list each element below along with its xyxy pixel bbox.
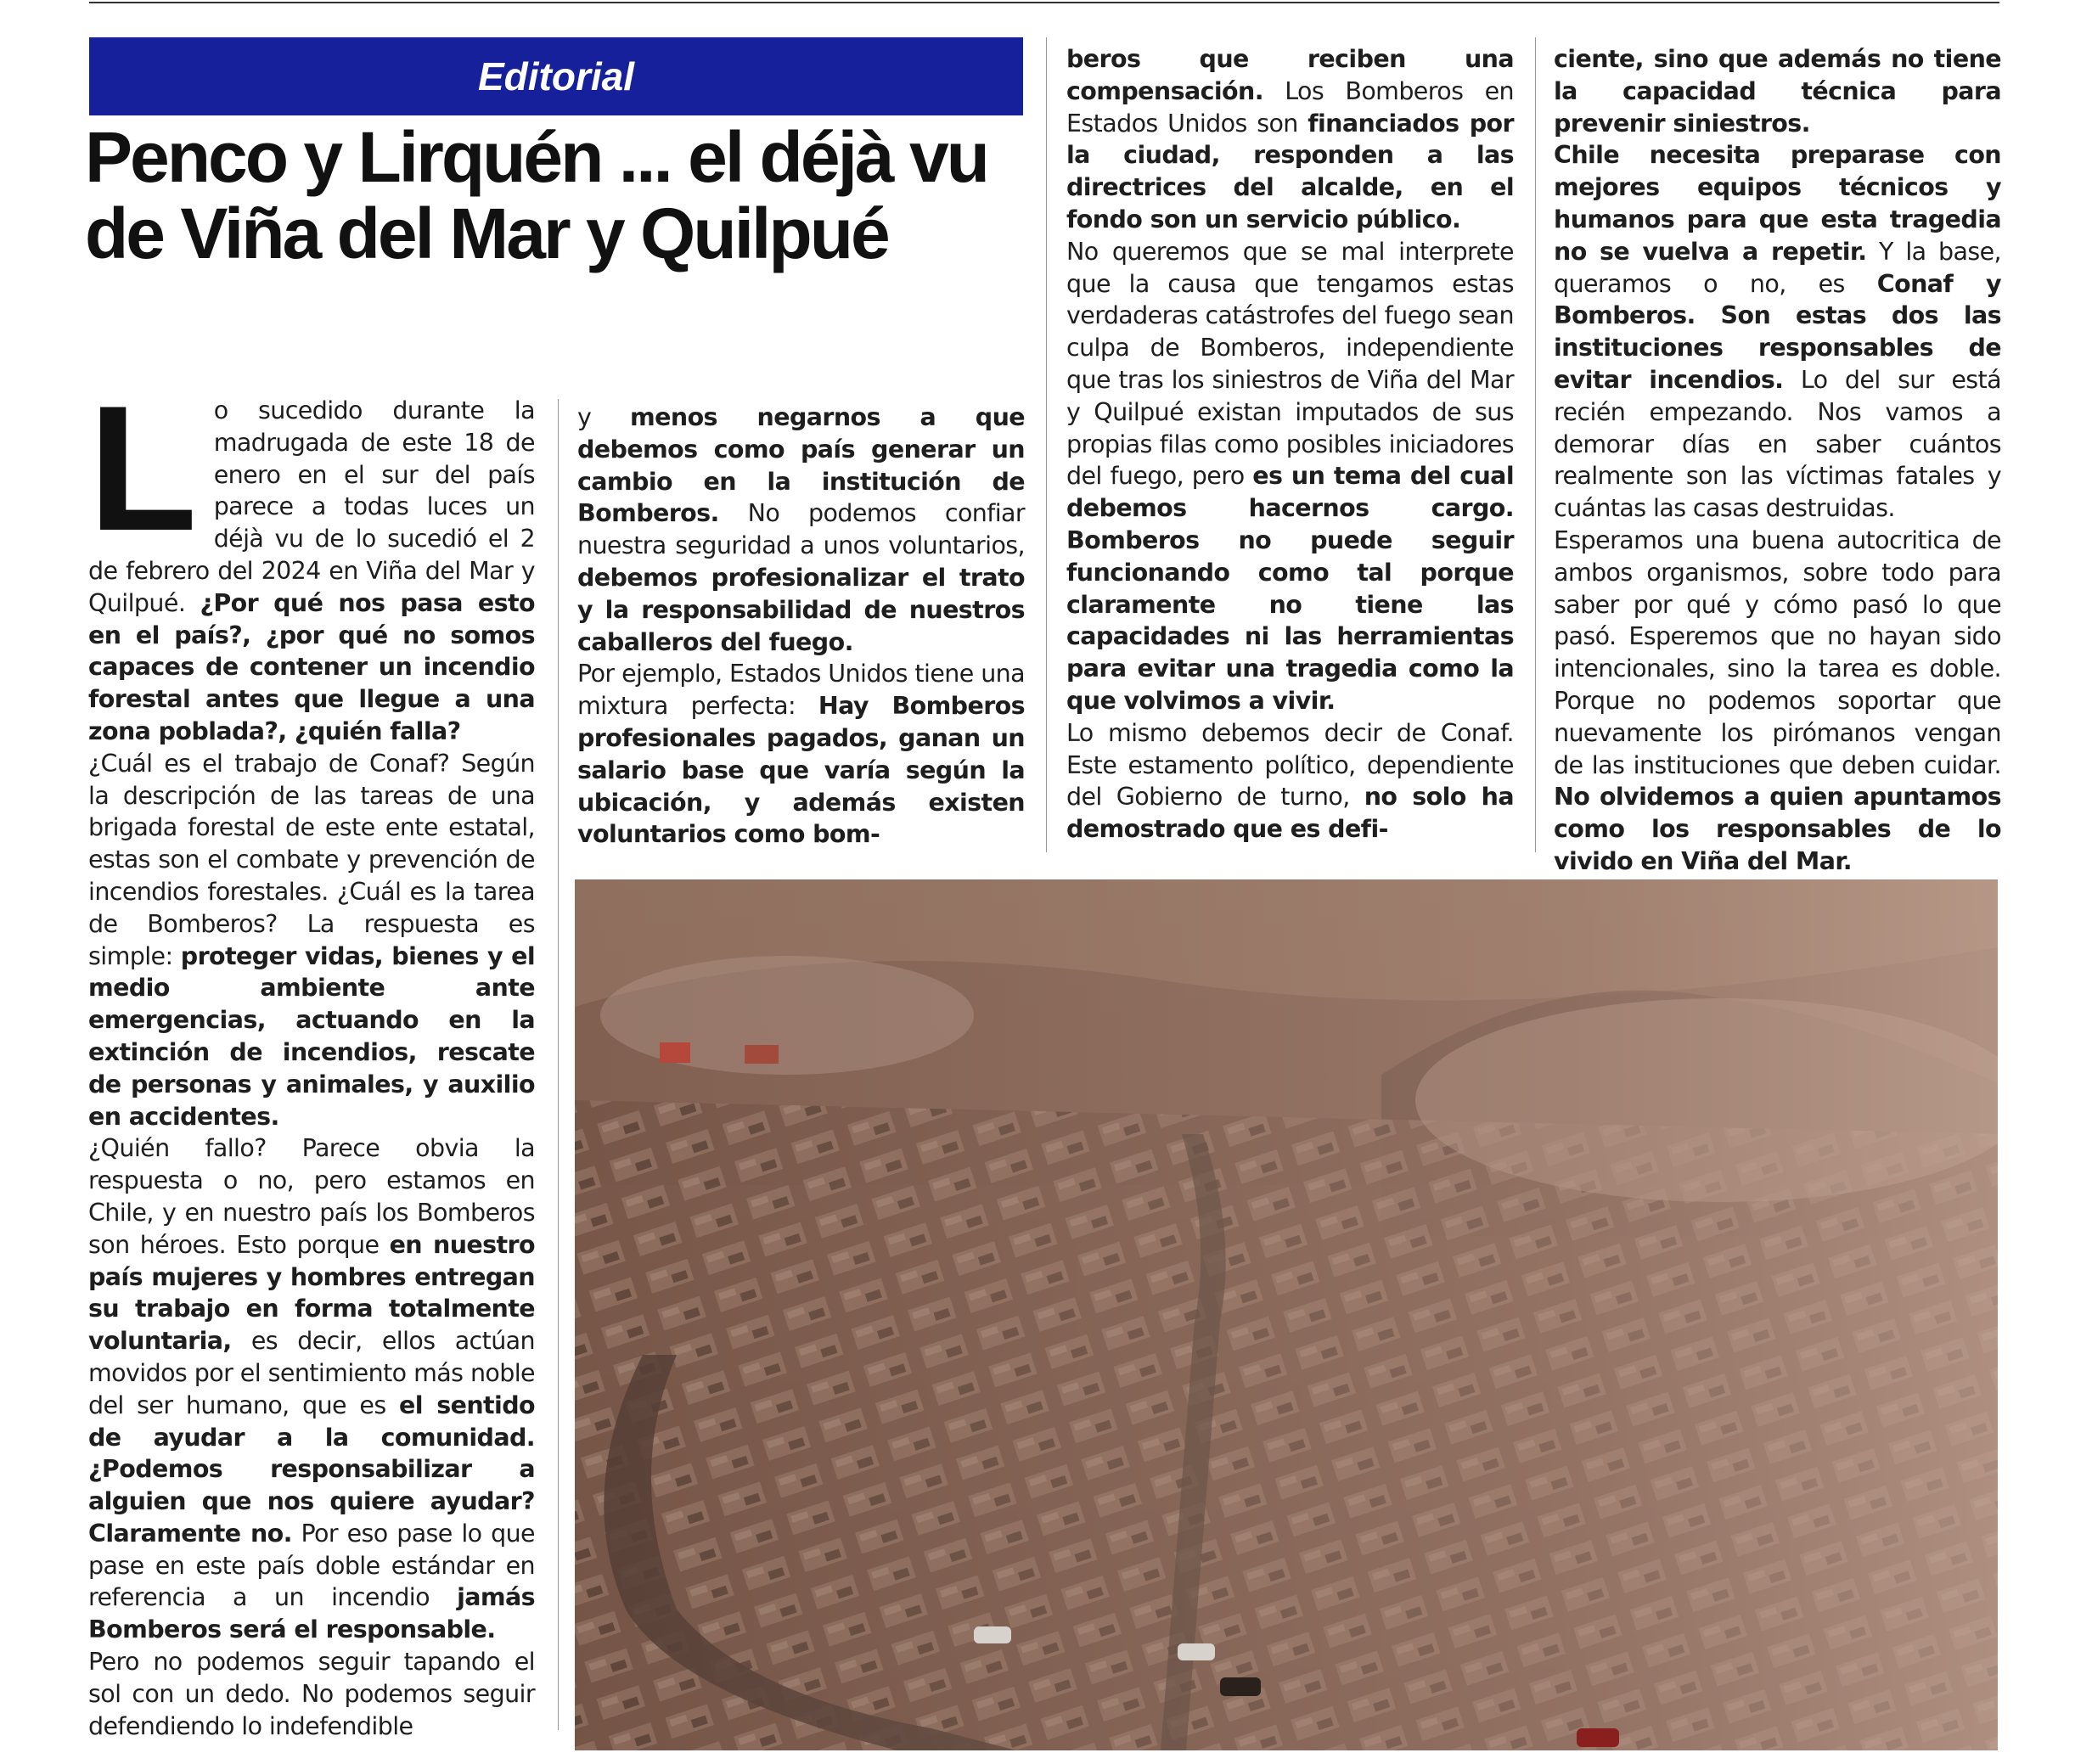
- paragraph: [1554, 525, 2001, 878]
- text-run: Lo mismo debemos decir de Conaf. Este estamento político, dependiente del Gobierno de turno,: [1066, 718, 1514, 812]
- text-run: y: [577, 403, 631, 431]
- text-run-bold: proteger vidas, bienes y el medio ambiente ante emergencias, actuando en la extinción de incendios, rescate de personas y animales, y auxilio en accidentes.: [88, 941, 536, 1131]
- text-run-bold: ciente, sino que además no tiene la capacidad técnica para prevenir siniestros.: [1554, 45, 2001, 138]
- text-run-bold: Chile necesita preparase con mejores equipos técnicos y humanos para que esta tragedia no se vuelva a repetir.: [1554, 141, 2001, 266]
- paragraph: [1066, 717, 1514, 845]
- column-divider: [1535, 37, 1536, 852]
- top-rule: [89, 2, 1999, 3]
- text-run-bold: jamás Bomberos será el responsable.: [88, 1583, 535, 1644]
- text-run-bold: el sentido de ayudar a la comunidad. ¿Podemos responsabilizar a alguien que nos quiere ayudar? Claramente no.: [88, 1390, 536, 1548]
- article-column-2: [577, 402, 1025, 851]
- paragraph: [88, 368, 535, 748]
- text-run: Pero no podemos seguir tapando el sol con un dedo. No podemos seguir defendiendo lo indefendible: [88, 1648, 535, 1740]
- text-run: Esperamos una buena autocritica de ambos organismos, sobre todo para saber por qué y cómo pasó lo que pasó. Esperemos que no hayan sido intencionales, sino la tarea es doble. Porque no podemos soportar que nuevamente los pirómanos vengan de las instituciones que deben cuidar.: [1554, 525, 2001, 779]
- text-run-bold: en nuestro país mujeres y hombres entregan su trabajo en forma totalmente voluntaria,: [88, 1230, 535, 1356]
- text-run-bold: debemos profesionalizar el trato y la responsabilidad de nuestros caballeros del fuego.: [577, 563, 1025, 656]
- section-label: Editorial: [477, 54, 635, 98]
- text-run-bold: es un tema del cual debemos hacernos cargo. Bomberos no puede seguir funcionando como tal porque claramente no tiene las capacidades ni las herramientas para evitar una tragedia como la que volvimos a vivir.: [1066, 462, 1514, 715]
- text-run: Lo del sur está recién empezando. Nos vamos a demorar días en saber cuántos realmente son las víctimas fatales y cuántas las casas destruidas.: [1554, 365, 2001, 523]
- text-run: No queremos que se mal interprete que la causa que tengamos estas verdaderas catástrofes del fuego sean culpa de Bomberos, independiente que tras los siniestros de Viña del Mar y Quilpué existan imputados de sus propias filas como posibles iniciadores del fuego, pero: [1066, 237, 1514, 491]
- paragraph: [1554, 139, 2001, 525]
- text-run: No podemos confiar nuestra seguridad a unos voluntarios,: [577, 499, 1025, 560]
- text-run-bold: Conaf y Bomberos. Son estas dos las instituciones responsables de evitar incendios.: [1554, 269, 2002, 394]
- drop-cap: L: [88, 368, 197, 568]
- text-run: ¿Cuál es el trabajo de Conaf? Según la descripción de las tareas de una brigada forestal de este ente estatal, estas son el combate y prevención de incendios forestales. ¿Cuál es la tarea de Bomberos? La respuesta es simple:: [88, 749, 535, 970]
- text-run-bold: No olvidemos a quien apuntamos como los responsables de lo vivido en Viña del Mar.: [1554, 783, 2001, 875]
- headline: Penco y Lirquén ... el déjà vu de Viña del Mar y Quilpué: [85, 117, 987, 273]
- text-run: Por ejemplo, Estados Unidos tiene una mixtura perfecta:: [577, 660, 1025, 721]
- text-run-bold: menos negarnos a que debemos como país generar un cambio en la institución de Bomberos.: [577, 403, 1025, 528]
- text-run-bold: ¿Por qué nos pasa esto en el país?, ¿por qué no somos capaces de contener un incendio forestal antes que llegue a una zona poblada?, ¿quién falla?: [88, 588, 535, 745]
- text-run-bold: beros que reciben una compensación.: [1066, 45, 1514, 105]
- fire-aftermath-illustration: [575, 879, 1998, 1750]
- article-column-4: [1554, 43, 2001, 878]
- paragraph: [1066, 236, 1514, 717]
- text-run: Y la base, queramos o no, es: [1554, 237, 2001, 298]
- text-run: Los Bomberos en Estados Unidos son: [1066, 76, 1514, 138]
- article-column-1: [88, 368, 536, 1742]
- text-run: Por eso pase lo que pase en este país doble estándar en referencia a un incendio: [88, 1519, 535, 1612]
- paragraph: [88, 748, 535, 1133]
- column-divider: [1046, 37, 1047, 852]
- text-run-bold: no solo ha demostrado que es defi-: [1066, 783, 1514, 844]
- paragraph: [1066, 43, 1514, 236]
- text-run-bold: Hay Bomberos profesionales pagados, ganan un salario base que varía según la ubicación, y además existen voluntarios como bom-: [577, 692, 1025, 849]
- text-run-bold: financiados por la ciudad, responden a las directrices del alcalde, en el fondo son un servicio público.: [1066, 109, 1514, 233]
- text-run: o sucedido durante la madrugada de este 18 de enero en el sur del país parece a todas luces un déjà vu de lo sucedió el 2 de febrero del 2024 en Viña del Mar y Quilpué.: [88, 396, 535, 617]
- paragraph: [88, 1132, 535, 1646]
- fire-aftermath-photo: [575, 879, 1998, 1750]
- section-banner: [89, 37, 1023, 115]
- paragraph: [88, 1646, 535, 1742]
- text-run: es decir, ellos actúan movidos por el sentimiento más noble del ser humano, que es: [88, 1327, 535, 1419]
- column-divider: [558, 399, 559, 1730]
- paragraph: [1554, 43, 2001, 139]
- text-run: ¿Quién fallo? Parece obvia la respuesta o no, pero estamos en Chile, y en nuestro país los Bomberos son héroes. Esto porque: [88, 1134, 535, 1259]
- article-column-3: [1066, 43, 1514, 845]
- paragraph: [577, 658, 1025, 851]
- paragraph: [577, 402, 1025, 658]
